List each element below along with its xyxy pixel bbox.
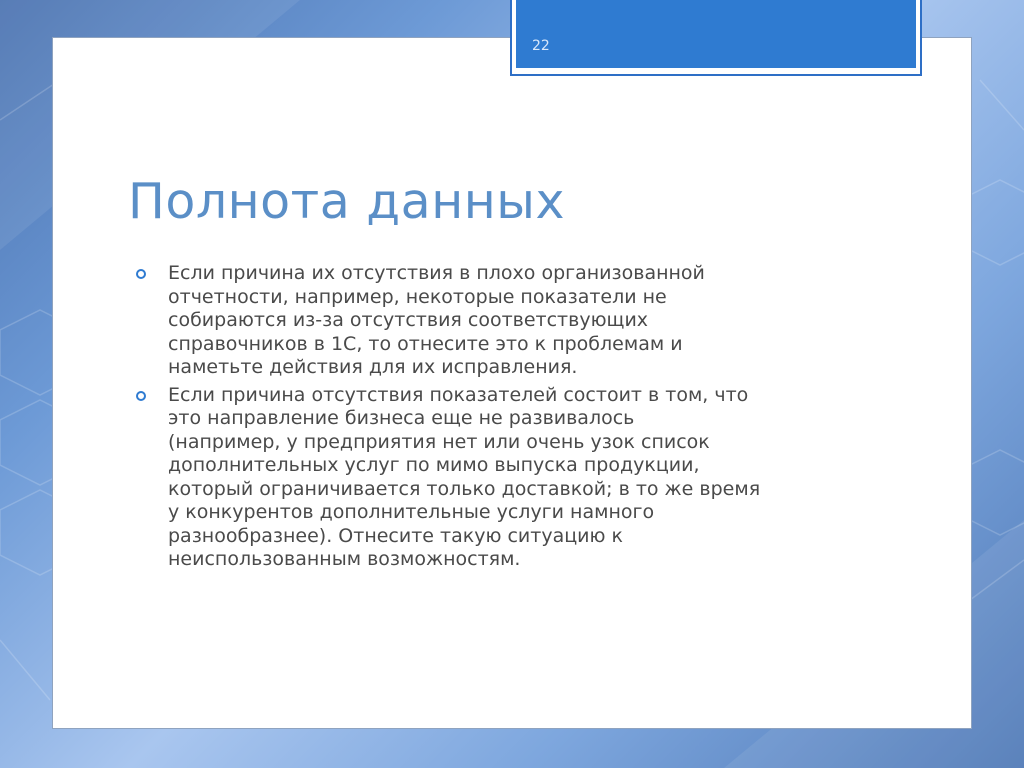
page-number-box: [516, 0, 916, 68]
ring-bullet-icon: [136, 391, 146, 401]
slide-title: Полнота данных: [128, 173, 565, 230]
bullet-item: [133, 262, 893, 380]
bullet-item: [133, 384, 893, 572]
ring-bullet-icon: [136, 269, 146, 279]
page-number: 22: [532, 38, 550, 54]
bullet-text: Если причина отсутствия показателей состоит в том, что это направление бизнеса еще не развивалось (например, у предприятия нет или очень узок список дополнительных услуг по мимо выпуска продукции, который ограничивается только доставкой; в то же время у конкурентов дополнительные услуги намного разнообразнее). Отнесите такую ситуацию к неиспользованным возможностям.: [168, 383, 761, 570]
bullet-list: [133, 262, 893, 576]
bullet-text: Если причина их отсутствия в плохо организованной отчетности, например, некоторые показатели не собираются из-за отсутствия соответствующих справочников в 1С, то отнесите это к проблемам и наметьте действия для их исправления.: [168, 262, 705, 378]
